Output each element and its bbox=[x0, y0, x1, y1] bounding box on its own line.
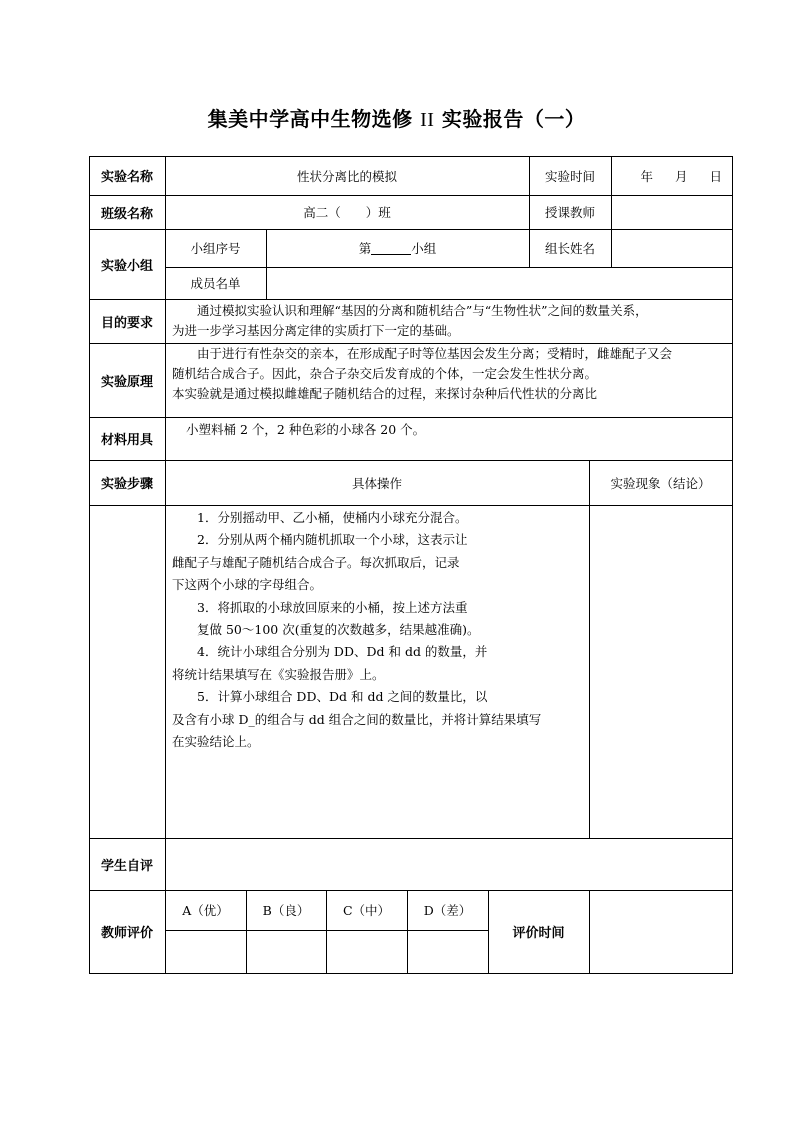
group-number-suffix: 小组 bbox=[411, 241, 437, 256]
step-line: 2．分别从两个桶内随机抓取一个小球，这表示让 bbox=[172, 532, 468, 548]
step-line: 雌配子与雄配子随机结合成合子。每次抓取后，记录 bbox=[172, 554, 460, 570]
teacher-field[interactable] bbox=[611, 195, 732, 229]
members-field[interactable] bbox=[266, 267, 732, 299]
step-line: 3．将抓取的小球放回原来的小桶，按上述方法重 bbox=[172, 599, 468, 615]
operation-header: 具体操作 bbox=[351, 475, 402, 491]
purpose-text bbox=[172, 301, 732, 341]
step-line: 在实验结论上。 bbox=[172, 734, 260, 750]
class-name-label: 班级名称 bbox=[100, 206, 153, 222]
result-header: 实验现象（结论） bbox=[610, 475, 711, 491]
grade-d-field[interactable] bbox=[407, 930, 488, 973]
purpose-line-1: 通过模拟实验认识和理解“基因的分离和随机结合”与“生物性状”之间的数量关系， bbox=[197, 303, 648, 318]
principle-text bbox=[172, 344, 732, 404]
self-eval-label: 学生自评 bbox=[100, 858, 153, 874]
grade-a-label: A（优） bbox=[182, 903, 229, 918]
class-name-value[interactable]: 高二（ ）班 bbox=[303, 205, 391, 220]
purpose-line-2: 为进一步学习基因分离定律的实质打下一定的基础。 bbox=[172, 323, 460, 338]
group-number-field[interactable] bbox=[266, 229, 529, 267]
group-number-blank[interactable] bbox=[371, 241, 411, 255]
page-title bbox=[0, 103, 793, 132]
principle-line-1: 由于进行有性杂交的亲本，在形成配子时等位基因会发生分离；受精时，雌雄配子又会 bbox=[197, 346, 673, 361]
group-number-prefix: 第 bbox=[358, 241, 372, 256]
group-number-label: 小组序号 bbox=[190, 241, 241, 256]
group-label: 实验小组 bbox=[100, 258, 153, 274]
step-line: 将统计结果填写在《实验报告册》上。 bbox=[172, 666, 385, 682]
result-field[interactable] bbox=[589, 505, 732, 838]
leader-label: 组长姓名 bbox=[544, 241, 595, 256]
date-year: 年 bbox=[640, 168, 653, 184]
date-day: 日 bbox=[709, 168, 722, 184]
step-line: 4．统计小球组合分别为 DD、Dd 和 dd 的数量，并 bbox=[172, 644, 488, 660]
step-line: 下这两个小球的字母组合。 bbox=[172, 577, 323, 593]
principle-line-3: 本实验就是通过模拟雌雄配子随机结合的过程，来探讨杂种后代性状的分离比 bbox=[172, 386, 598, 401]
experiment-name-label: 实验名称 bbox=[100, 170, 153, 185]
grade-b-field[interactable] bbox=[246, 930, 326, 973]
grade-c-field[interactable] bbox=[326, 930, 407, 973]
step-line: 1．分别摇动甲、乙小桶，使桶内小球充分混合。 bbox=[172, 510, 468, 525]
title-suffix: 实验报告（一） bbox=[441, 107, 586, 131]
experiment-date-field[interactable] bbox=[611, 156, 732, 195]
title-roman: II bbox=[420, 109, 435, 131]
title-prefix: 集美中学高中生物选修 bbox=[207, 107, 413, 131]
step-line: 5．计算小球组合 DD、Dd 和 dd 之间的数量比，以 bbox=[172, 689, 488, 705]
eval-time-label: 评价时间 bbox=[512, 926, 565, 941]
row-divider bbox=[89, 299, 733, 300]
experiment-time-label: 实验时间 bbox=[544, 168, 595, 184]
grade-a-field[interactable] bbox=[165, 930, 246, 973]
table-border-bottom bbox=[89, 973, 733, 974]
grade-d-label: D（差） bbox=[423, 903, 472, 918]
teacher-eval-label: 教师评价 bbox=[100, 926, 153, 941]
steps-label: 实验步骤 bbox=[100, 477, 153, 492]
experiment-name-value[interactable]: 性状分离比的模拟 bbox=[296, 168, 397, 184]
members-label: 成员名单 bbox=[190, 276, 241, 291]
step-line: 复做 50～100 次(重复的次数越多，结果越准确)。 bbox=[172, 622, 480, 638]
principle-line-2: 随机结合成合子。因此，杂合子杂交后发育成的个体，一定会发生性状分离。 bbox=[172, 366, 598, 381]
leader-field[interactable] bbox=[611, 229, 732, 267]
grade-c-label: C（中） bbox=[342, 903, 391, 918]
date-month: 月 bbox=[674, 168, 688, 184]
steps-list bbox=[172, 507, 587, 753]
teacher-label: 授课教师 bbox=[544, 205, 595, 220]
self-eval-field[interactable] bbox=[165, 838, 732, 890]
materials-label: 材料用具 bbox=[100, 433, 153, 448]
grade-b-label: B（良） bbox=[262, 903, 310, 918]
principle-label: 实验原理 bbox=[100, 374, 153, 390]
purpose-label: 目的要求 bbox=[100, 315, 153, 331]
eval-time-field[interactable] bbox=[589, 890, 732, 973]
step-line: 及含有小球 D_的组合与 dd 组合之间的数量比，并将计算结果填写 bbox=[172, 711, 542, 727]
table-border-right bbox=[732, 156, 733, 974]
row-divider bbox=[89, 417, 733, 418]
materials-text: 小塑料桶 2 个，2 种色彩的小球各 20 个。 bbox=[186, 422, 426, 437]
